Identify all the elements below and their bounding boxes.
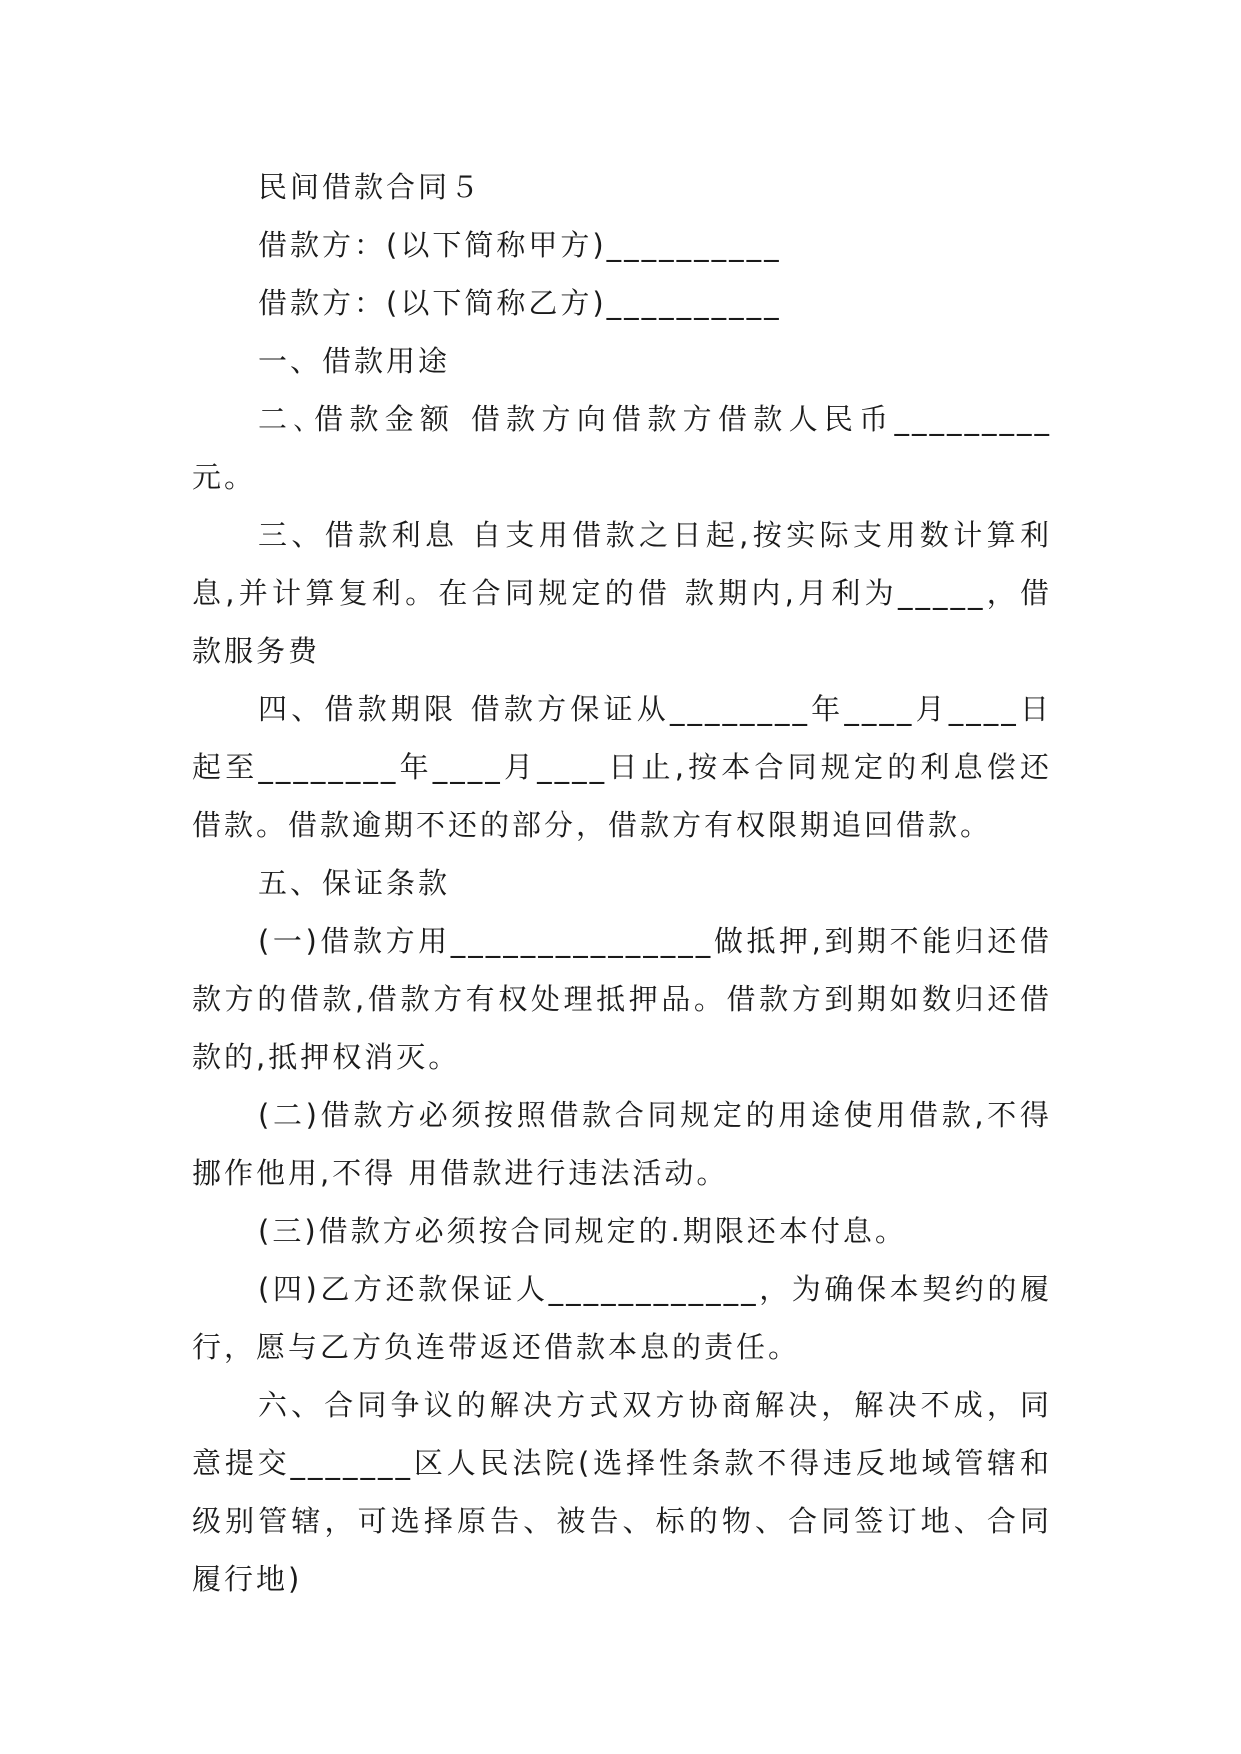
- section-loan-interest: 三、借款利息 自支用借款之日起,按实际支用数计算利息,并计算复利。在合同规定的借 款期内,月利为_____，借款服务费: [192, 518, 1052, 668]
- section-dispute-resolution: 六、合同争议的解决方式双方协商解决，解决不成，同意提交_______区人民法院(选择性条款不得违反地域管辖和级别管辖，可选择原告、被告、标的物、合同签订地、合同履行地): [192, 1388, 1052, 1596]
- guarantee-clause-1: (一)借款方用_______________做抵押,到期不能归还借款方的借款,借款方有权处理抵押品。借款方到期如数归还借款的,抵押权消灭。: [192, 924, 1052, 1074]
- section-guarantee-heading: 五、保证条款: [258, 866, 451, 900]
- document-body: [192, 158, 1052, 1608]
- guarantee-clause-4: (四)乙方还款保证人____________，为确保本契约的履行，愿与乙方负连带返还借款本息的责任。: [192, 1272, 1052, 1364]
- section-loan-purpose: 一、借款用途: [258, 344, 451, 378]
- party-a-line: 借款方：(以下简称甲方)__________: [258, 228, 782, 262]
- document-title: 民间借款合同５: [258, 170, 483, 204]
- guarantee-clause-3: (三)借款方必须按合同规定的.期限还本付息。: [258, 1214, 907, 1248]
- section-loan-amount: 二､借款金额 借款方向借款方借款人民币_________元。: [192, 402, 1052, 494]
- section-loan-term: 四、借款期限 借款方保证从________年____月____日起至________年____月____日止,按本合同规定的利息偿还借款。借款逾期不还的部分，借款方有权限期追回借款。: [192, 692, 1052, 842]
- party-b-line: 借款方：(以下简称乙方)__________: [258, 286, 782, 320]
- guarantee-clause-2: (二)借款方必须按照借款合同规定的用途使用借款,不得挪作他用,不得 用借款进行违法活动。: [192, 1098, 1052, 1190]
